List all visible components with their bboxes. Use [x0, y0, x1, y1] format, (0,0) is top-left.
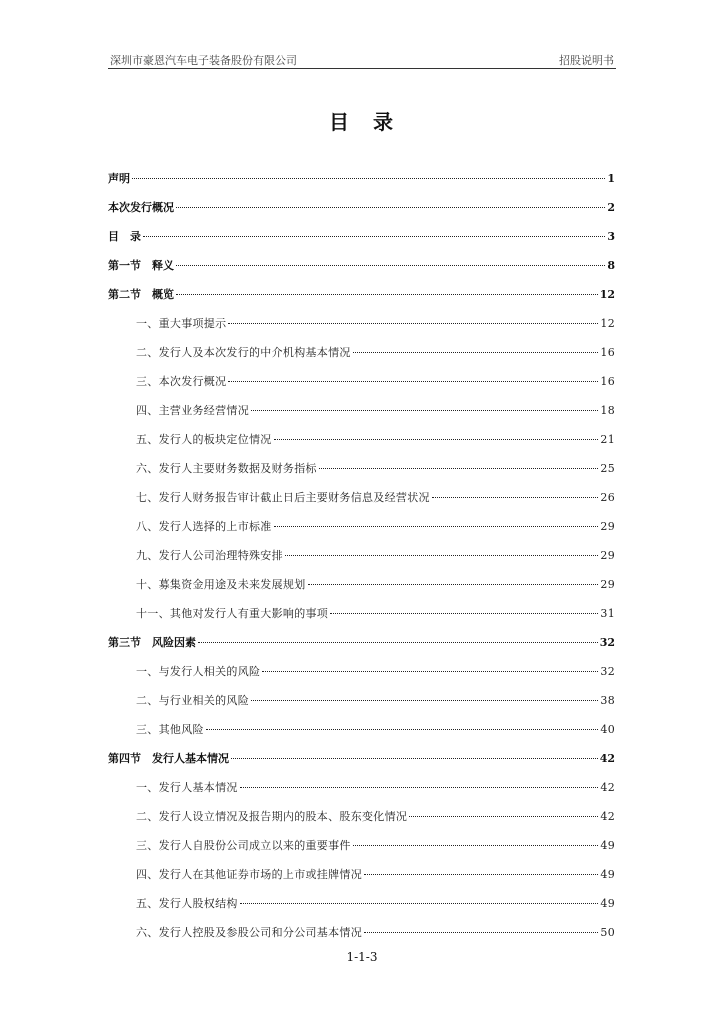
toc-entry-page-number: 29: [600, 520, 615, 533]
toc-entry-label: 八、发行人选择的上市标准: [136, 520, 272, 533]
toc-entry-subsection[interactable]: [108, 866, 615, 895]
toc-entry-label: 七、发行人财务报告审计截止日后主要财务信息及经营状况: [136, 491, 430, 504]
toc-dot-leader: [353, 845, 599, 846]
toc-entry-subsection[interactable]: [108, 460, 615, 489]
toc-entry-page-number: 26: [600, 491, 615, 504]
toc-entry-subsection[interactable]: [108, 692, 615, 721]
toc-dot-leader: [274, 439, 599, 440]
toc-entry-page-number: 25: [600, 462, 615, 475]
toc-entry-page-number: 49: [600, 897, 615, 910]
toc-entry-label: 第二节 概览: [108, 288, 174, 301]
toc-entry-subsection[interactable]: [108, 344, 615, 373]
toc-entry-subsection[interactable]: [108, 518, 615, 547]
toc-dot-leader: [228, 381, 598, 382]
toc-entry-page-number: 8: [607, 259, 615, 272]
toc-dot-leader: [409, 816, 598, 817]
toc-dot-leader: [206, 729, 599, 730]
toc-dot-leader: [143, 236, 605, 237]
toc-entry-page-number: 16: [600, 375, 615, 388]
header-company-name: 深圳市豪恩汽车电子装备股份有限公司: [110, 54, 297, 67]
toc-dot-leader: [132, 178, 605, 179]
toc-entry-label: 四、发行人在其他证券市场的上市或挂牌情况: [136, 868, 362, 881]
toc-dot-leader: [364, 932, 598, 933]
toc-entry-label: 十一、其他对发行人有重大影响的事项: [136, 607, 329, 620]
toc-dot-leader: [353, 352, 599, 353]
toc-entry-section[interactable]: [108, 257, 615, 286]
toc-entry-label: 二、与行业相关的风险: [136, 694, 249, 707]
toc-entry-section[interactable]: [108, 634, 615, 663]
toc-entry-label: 五、发行人的板块定位情况: [136, 433, 272, 446]
toc-entry-subsection[interactable]: [108, 895, 615, 924]
toc-entry-subsection[interactable]: [108, 402, 615, 431]
toc-entry-label: 六、发行人控股及参股公司和分公司基本情况: [136, 926, 362, 939]
toc-entry-label: 二、发行人及本次发行的中介机构基本情况: [136, 346, 351, 359]
toc-entry-page-number: 49: [600, 868, 615, 881]
toc-entry-label: 一、发行人基本情况: [136, 781, 238, 794]
toc-dot-leader: [251, 700, 598, 701]
toc-entry-section[interactable]: [108, 199, 615, 228]
toc-entry-label: 六、发行人主要财务数据及财务指标: [136, 462, 317, 475]
toc-dot-leader: [251, 410, 598, 411]
toc-entry-section[interactable]: [108, 170, 615, 199]
toc-entry-page-number: 49: [600, 839, 615, 852]
toc-entry-subsection[interactable]: [108, 373, 615, 402]
toc-dot-leader: [176, 294, 598, 295]
toc-entry-subsection[interactable]: [108, 547, 615, 576]
toc-entry-page-number: 42: [599, 752, 615, 765]
header-divider: [108, 68, 616, 69]
toc-entry-label: 十、募集资金用途及未来发展规划: [136, 578, 306, 591]
toc-entry-page-number: 29: [600, 578, 615, 591]
toc-entry-page-number: 12: [599, 288, 615, 301]
toc-entry-section[interactable]: [108, 750, 615, 779]
toc-dot-leader: [274, 526, 599, 527]
toc-entry-label: 三、发行人自股份公司成立以来的重要事件: [136, 839, 351, 852]
toc-entry-subsection[interactable]: [108, 924, 615, 953]
toc-entry-page-number: 31: [600, 607, 615, 620]
toc-entry-page-number: 21: [600, 433, 615, 446]
toc-entry-label: 四、主营业务经营情况: [136, 404, 249, 417]
table-of-contents: [108, 170, 615, 953]
toc-entry-label: 一、重大事项提示: [136, 317, 227, 330]
page-header: [108, 52, 616, 68]
toc-entry-subsection[interactable]: [108, 721, 615, 750]
toc-dot-leader: [240, 787, 599, 788]
toc-entry-subsection[interactable]: [108, 808, 615, 837]
toc-entry-label: 二、发行人设立情况及报告期内的股本、股东变化情况: [136, 810, 408, 823]
toc-dot-leader: [285, 555, 598, 556]
toc-dot-leader: [364, 874, 598, 875]
toc-entry-label: 本次发行概况: [108, 201, 174, 214]
toc-entry-subsection[interactable]: [108, 489, 615, 518]
toc-entry-section[interactable]: [108, 228, 615, 257]
toc-dot-leader: [432, 497, 599, 498]
header-document-type: 招股说明书: [559, 54, 614, 67]
toc-entry-page-number: 50: [600, 926, 615, 939]
toc-entry-page-number: 42: [600, 810, 615, 823]
toc-dot-leader: [330, 613, 598, 614]
toc-entry-label: 第四节 发行人基本情况: [108, 752, 229, 765]
toc-entry-subsection[interactable]: [108, 837, 615, 866]
toc-dot-leader: [176, 265, 605, 266]
toc-dot-leader: [198, 642, 598, 643]
toc-entry-subsection[interactable]: [108, 605, 615, 634]
toc-entry-page-number: 42: [600, 781, 615, 794]
toc-entry-label: 九、发行人公司治理特殊安排: [136, 549, 283, 562]
page-title: 目 录: [329, 110, 395, 134]
toc-entry-subsection[interactable]: [108, 779, 615, 808]
toc-dot-leader: [228, 323, 598, 324]
toc-entry-page-number: 3: [607, 230, 615, 243]
toc-entry-page-number: 1: [607, 172, 615, 185]
toc-entry-subsection[interactable]: [108, 576, 615, 605]
toc-entry-page-number: 32: [600, 665, 615, 678]
toc-entry-label: 第三节 风险因素: [108, 636, 196, 649]
toc-dot-leader: [319, 468, 599, 469]
toc-entry-subsection[interactable]: [108, 431, 615, 460]
toc-entry-subsection[interactable]: [108, 663, 615, 692]
toc-entry-label: 三、其他风险: [136, 723, 204, 736]
toc-entry-page-number: 12: [600, 317, 615, 330]
toc-entry-label: 声明: [108, 172, 130, 185]
toc-dot-leader: [176, 207, 605, 208]
toc-entry-section[interactable]: [108, 286, 615, 315]
toc-entry-page-number: 18: [600, 404, 615, 417]
toc-entry-page-number: 2: [607, 201, 615, 214]
toc-entry-page-number: 38: [600, 694, 615, 707]
toc-entry-page-number: 32: [599, 636, 615, 649]
toc-entry-subsection[interactable]: [108, 315, 615, 344]
toc-entry-label: 目 录: [108, 230, 141, 243]
toc-dot-leader: [240, 903, 599, 904]
toc-entry-page-number: 16: [600, 346, 615, 359]
toc-entry-label: 一、与发行人相关的风险: [136, 665, 261, 678]
toc-entry-label: 三、本次发行概况: [136, 375, 227, 388]
toc-dot-leader: [262, 671, 598, 672]
toc-dot-leader: [308, 584, 599, 585]
toc-entry-label: 第一节 释义: [108, 259, 174, 272]
toc-entry-page-number: 29: [600, 549, 615, 562]
page-number-footer: 1-1-3: [346, 950, 378, 964]
toc-entry-label: 五、发行人股权结构: [136, 897, 238, 910]
toc-dot-leader: [231, 758, 598, 759]
toc-entry-page-number: 40: [600, 723, 615, 736]
